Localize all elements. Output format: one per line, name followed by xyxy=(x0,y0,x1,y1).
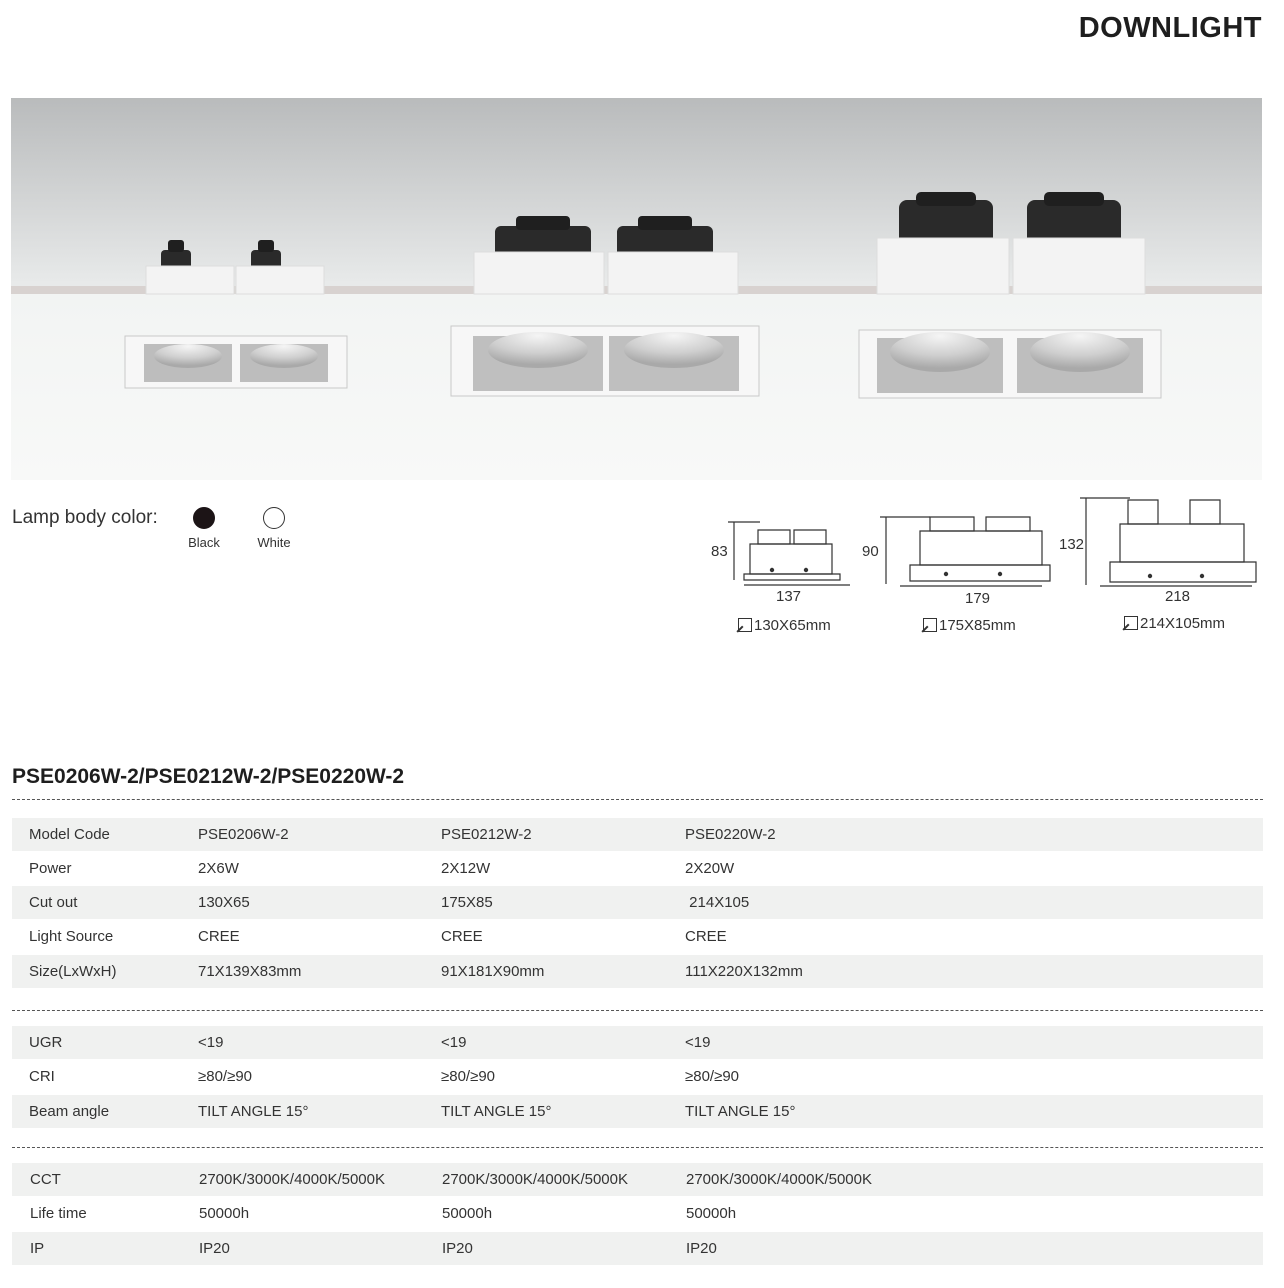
models-title: PSE0206W-2/PSE0212W-2/PSE0220W-2 xyxy=(12,765,405,788)
spec-row-size: Size(LxWxH) 71X139X83mm 91X181X90mm 111X220X132mm xyxy=(12,955,1263,988)
medium-cutout: 175X85mm xyxy=(923,617,1016,634)
spec-row-model-code: Model Code PSE0206W-2 PSE0212W-2 PSE0220W-2 xyxy=(12,818,1263,851)
small-width: 137 xyxy=(776,588,802,605)
large-height: 132 xyxy=(1059,536,1085,553)
spec-row-beam-angle: Beam angle TILT ANGLE 15° TILT ANGLE 15° TILT ANGLE 15° xyxy=(12,1095,1263,1128)
page-category-title: DOWNLIGHT xyxy=(1078,12,1262,44)
drawing-small xyxy=(728,522,850,585)
small-height: 83 xyxy=(711,543,728,560)
spec-row-cut-out: Cut out 130X65 175X85 214X105 xyxy=(12,886,1263,919)
large-cutout: 214X105mm xyxy=(1124,615,1225,632)
medium-height: 90 xyxy=(862,543,879,560)
lamp-color-label: Lamp body color: xyxy=(12,507,158,528)
white-color-label: White xyxy=(257,535,291,550)
dimension-drawings xyxy=(700,490,1284,650)
product-photo xyxy=(11,98,1262,480)
drawing-large xyxy=(1080,498,1256,586)
black-color-label: Black xyxy=(188,535,220,550)
divider xyxy=(12,1147,1263,1148)
white-color-swatch xyxy=(263,507,285,529)
cutout-icon xyxy=(923,618,937,632)
spec-row-life-time: Life time 50000h 50000h 50000h xyxy=(30,1205,737,1222)
cutout-icon xyxy=(1124,616,1138,630)
spec-row-cct: CCT 2700K/3000K/4000K/5000K 2700K/3000K/4000K/5000K 2700K/3000K/4000K/5000K xyxy=(12,1163,1263,1196)
spec-row-ugr: UGR <19 <19 <19 xyxy=(12,1026,1263,1059)
medium-width: 179 xyxy=(965,590,991,607)
small-cutout: 130X65mm xyxy=(738,617,831,634)
large-width: 218 xyxy=(1165,588,1191,605)
drawing-medium xyxy=(880,517,1050,586)
spec-row-ip: IP IP20 IP20 IP20 xyxy=(12,1232,1263,1265)
spec-row-cri: CRI ≥80/≥90 ≥80/≥90 ≥80/≥90 xyxy=(29,1068,740,1085)
cutout-icon xyxy=(738,618,752,632)
black-color-swatch xyxy=(193,507,215,529)
spec-row-power: Power 2X6W 2X12W 2X20W xyxy=(29,860,735,877)
divider xyxy=(12,1010,1263,1011)
spec-row-light-source: Light Source CREE CREE CREE xyxy=(29,928,727,945)
divider xyxy=(12,799,1263,800)
